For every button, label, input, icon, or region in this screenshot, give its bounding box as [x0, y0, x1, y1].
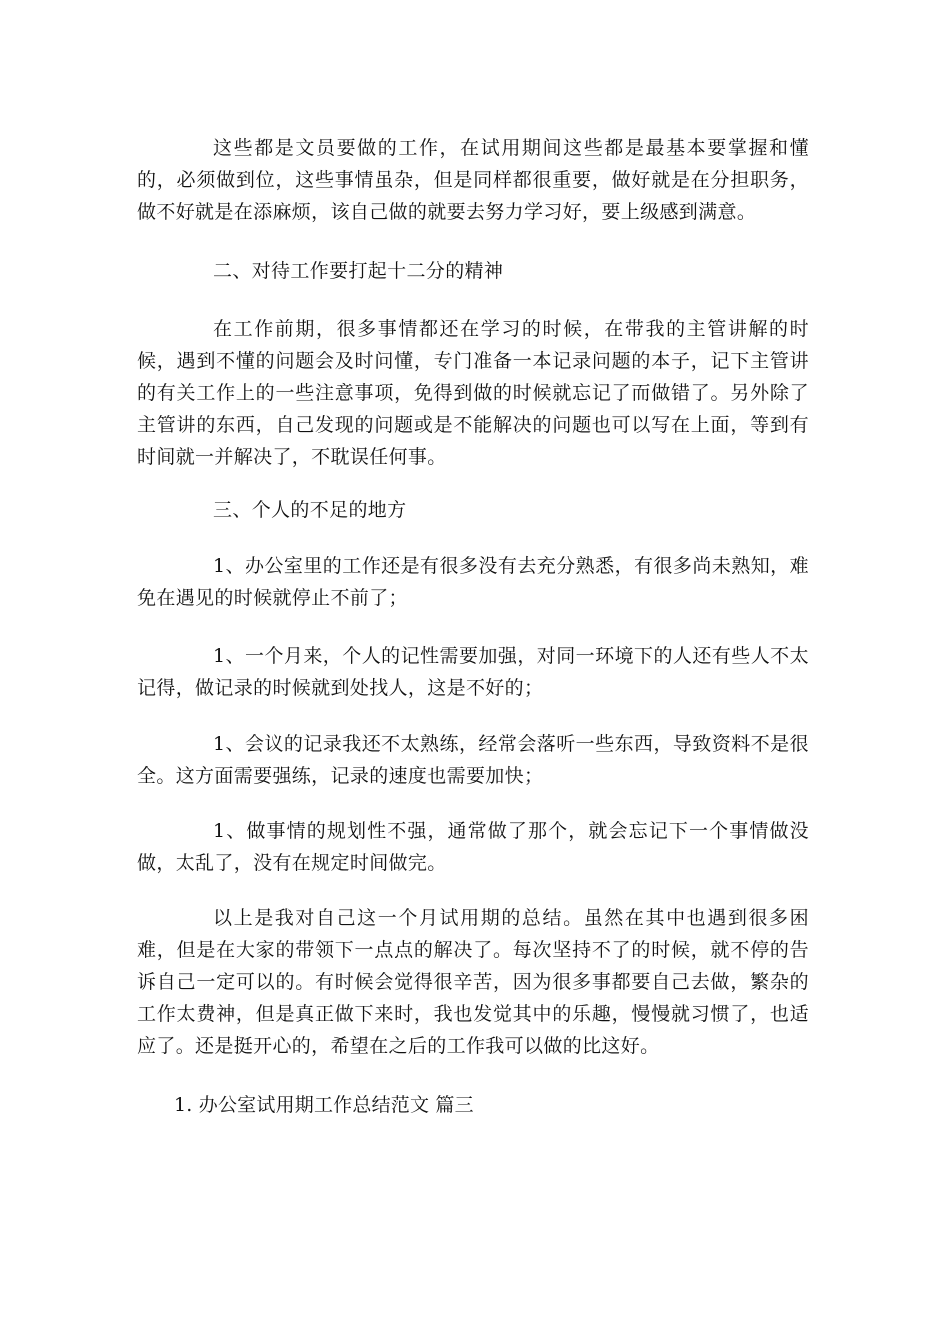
next-section-title: 1. 办公室试用期工作总结范文 篇三 [174, 1094, 474, 1116]
shortcoming-item: 1、一个月来，个人的记性需要加强，对同一环境下的人还有些人不太记得，做记录的时候就到处找人，这是不好的； [137, 645, 809, 699]
intro-paragraph: 这些都是文员要做的工作，在试用期间这些都是最基本要掌握和懂的，必须做到位，这些事情虽杂，但是同样都很重要，做好就是在分担职务，做不好就是在添麻烦，该自己做的就要去努力学习好，要上级感到满意。 [137, 137, 809, 223]
work-spirit-paragraph: 在工作前期，很多事情都还在学习的时候，在带我的主管讲解的时候，遇到不懂的问题会及时问懂，专门准备一本记录问题的本子，记下主管讲的有关工作上的一些注意事项，免得到做的时候就忘记了而做错了。另外除了主管讲的东西，自己发现的问题或是不能解决的问题也可以写在上面，等到有时间就一并解决了，不耽误任何事。 [137, 318, 809, 468]
summary-paragraph: 以上是我对自己这一个月试用期的总结。虽然在其中也遇到很多困难，但是在大家的带领下一点点的解决了。每次坚持不了的时候，就不停的告诉自己一定可以的。有时候会觉得很辛苦，因为很多事都要自己去做，繁杂的工作太费神，但是真正做下来时，我也发觉其中的乐趣，慢慢就习惯了，也适应了。还是挺开心的，希望在之后的工作我可以做的比这好。 [137, 907, 809, 1057]
shortcoming-item: 1、做事情的规划性不强，通常做了那个，就会忘记下一个事情做没做，太乱了，没有在规定时间做完。 [137, 820, 809, 874]
shortcoming-item: 1、会议的记录我还不太熟练，经常会落听一些东西，导致资料不是很全。这方面需要强练，记录的速度也需要加快； [137, 733, 809, 787]
heading-work-spirit: 二、对待工作要打起十二分的精神 [213, 260, 504, 282]
shortcoming-item: 1、办公室里的工作还是有很多没有去充分熟悉，有很多尚未熟知，难免在遇见的时候就停止不前了； [137, 555, 809, 609]
heading-shortcomings: 三、个人的不足的地方 [213, 499, 407, 521]
